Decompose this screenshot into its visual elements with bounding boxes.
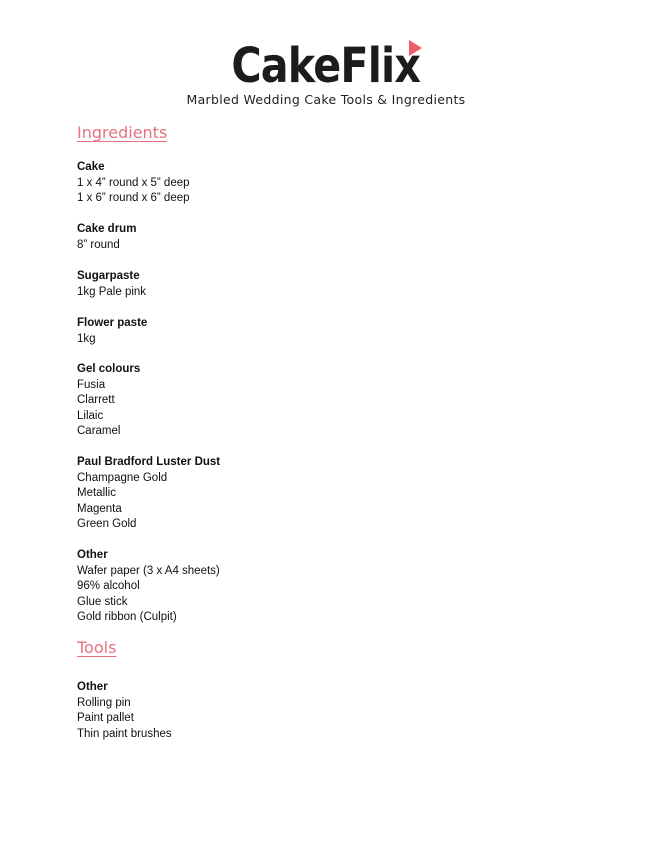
ingredient-group-luster-dust bbox=[77, 455, 220, 533]
ingredient-group-sugarpaste bbox=[77, 269, 146, 300]
tools-group-other bbox=[77, 680, 172, 742]
list-item: Lilaic bbox=[77, 409, 104, 422]
group-title: Flower paste bbox=[77, 317, 148, 329]
ingredient-group-cake bbox=[77, 160, 190, 207]
list-item: Clarrett bbox=[77, 394, 115, 406]
list-item: 1kg bbox=[77, 332, 96, 345]
list-item: Green Gold bbox=[77, 518, 137, 530]
ingredient-group-flower-paste bbox=[77, 316, 147, 347]
list-item: Wafer paper (3 x A4 sheets) bbox=[77, 564, 220, 577]
logo-wordmark: CakeFlix bbox=[231, 38, 421, 94]
cakeflix-logo bbox=[0, 40, 652, 92]
ingredients-heading: Ingredients bbox=[77, 123, 168, 142]
list-item: Fusia bbox=[77, 378, 106, 391]
list-item: Thin paint brushes bbox=[77, 727, 172, 740]
group-title: Cake bbox=[77, 161, 105, 173]
group-title: Gel colours bbox=[77, 363, 141, 375]
list-item: 1 x 4” round x 5” deep bbox=[77, 176, 190, 189]
group-title: Other bbox=[77, 681, 108, 693]
list-item: 8” round bbox=[77, 238, 120, 251]
ingredient-group-other bbox=[77, 548, 220, 626]
ingredient-group-gel-colours bbox=[77, 362, 140, 440]
list-item: Champagne Gold bbox=[77, 471, 168, 484]
group-title: Sugarpaste bbox=[77, 270, 140, 282]
list-item: 96% alcohol bbox=[77, 580, 140, 592]
logo-play-icon bbox=[409, 40, 422, 56]
list-item: Rolling pin bbox=[77, 696, 131, 709]
document-subtitle: Marbled Wedding Cake Tools & Ingredients bbox=[186, 92, 466, 107]
list-item: Glue stick bbox=[77, 595, 128, 608]
tools-heading: Tools bbox=[77, 638, 117, 657]
ingredient-group-cake-drum bbox=[77, 222, 136, 253]
list-item: Gold ribbon (Culpit) bbox=[77, 611, 177, 623]
list-item: 1 x 6” round x 6” deep bbox=[77, 192, 190, 204]
list-item: 1kg Pale pink bbox=[77, 285, 147, 298]
list-item: Metallic bbox=[77, 487, 116, 499]
list-item: Paint pallet bbox=[77, 712, 134, 724]
list-item: Caramel bbox=[77, 425, 121, 437]
group-title: Paul Bradford Luster Dust bbox=[77, 456, 221, 468]
group-title: Cake drum bbox=[77, 223, 137, 235]
list-item: Magenta bbox=[77, 502, 122, 515]
group-title: Other bbox=[77, 549, 108, 561]
